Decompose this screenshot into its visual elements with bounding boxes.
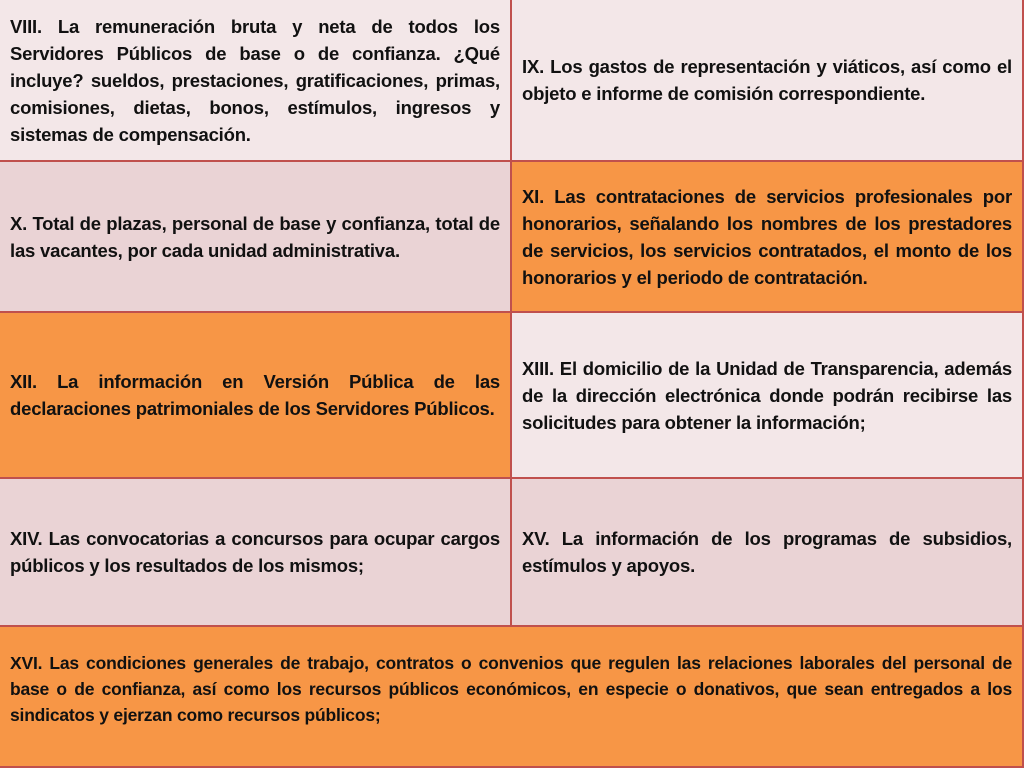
item-viii-text: VIII. La remuneración bruta y neta de todos los Servidores Públicos de base o de confianza. ¿Qué incluye? sueldos, prestaciones, gratificaciones, primas, comisiones, dietas, bonos, estímulos, ingresos y sistemas de compensación. [10, 15, 500, 145]
cell-xvi [0, 627, 1024, 768]
cell-xii [0, 313, 512, 479]
item-ix-text: IX. Los gastos de representación y viáticos, así como el objeto e informe de comisión correspondiente. [522, 56, 1012, 104]
item-xv-text: XV. La información de los programas de subsidios, estímulos y apoyos. [522, 528, 1012, 576]
cell-xiv [0, 479, 512, 627]
item-xi-text: XI. Las contrataciones de servicios profesionales por honorarios, señalando los nombres de los prestadores de servicios, los servicios contratados, el monto de los honorarios y el periodo de contratación. [522, 185, 1012, 288]
cell-viii [0, 0, 512, 162]
cell-xv [512, 479, 1024, 627]
item-xiii-text: XIII. El domicilio de la Unidad de Transparencia, además de la dirección electrónica donde podrán recibirse las solicitudes para obtener la información; [522, 357, 1012, 433]
cell-xiii [512, 313, 1024, 479]
cell-ix [512, 0, 1024, 162]
cell-xi [512, 162, 1024, 313]
item-xiv-text: XIV. Las convocatorias a concursos para ocupar cargos públicos y los resultados de los mismos; [10, 528, 500, 576]
cell-x [0, 162, 512, 313]
item-xii-text: XII. La información en Versión Pública de las declaraciones patrimoniales de los Servidores Públicos. [10, 371, 500, 419]
item-x-text: X. Total de plazas, personal de base y confianza, total de las vacantes, por cada unidad administrativa. [10, 212, 500, 261]
item-xvi-text: XVI. Las condiciones generales de trabajo, contratos o convenios que regulen las relaciones laborales del personal de base o de confianza, así como los recursos públicos económicos, en especie o donativos, que sean entregados a los sindicatos y ejerzan como recursos públicos; [10, 653, 1012, 725]
